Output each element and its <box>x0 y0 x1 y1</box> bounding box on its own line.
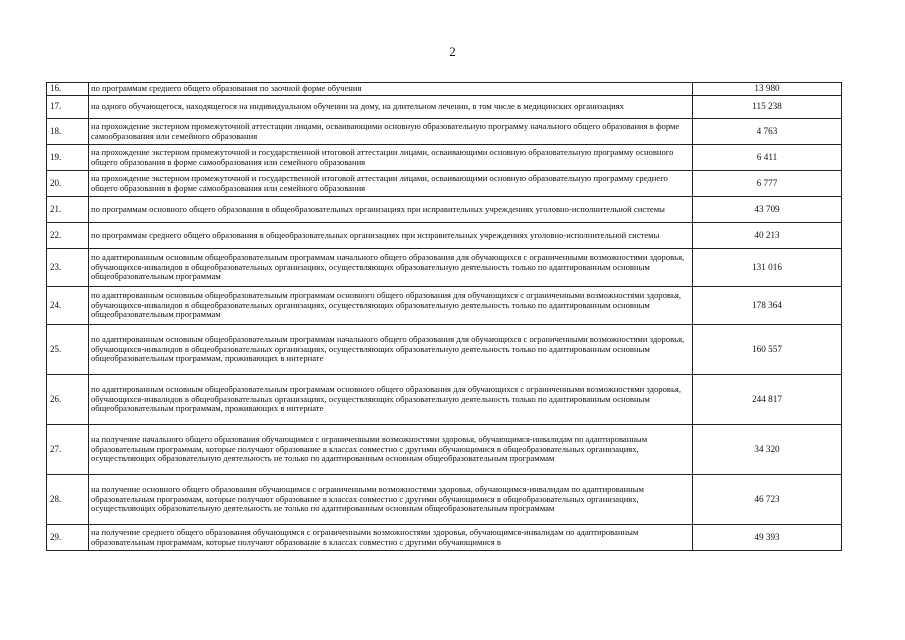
table-row <box>47 119 842 145</box>
row-value: 13 980 <box>693 83 842 96</box>
table-row <box>47 249 842 287</box>
table-row <box>47 96 842 119</box>
table-row <box>47 425 842 475</box>
row-description: по программам среднего общего образования по заочной форме обучения <box>89 83 693 96</box>
row-number: 22. <box>47 223 89 249</box>
row-value: 115 238 <box>693 96 842 119</box>
table-row <box>47 475 842 525</box>
row-description: на прохождение экстерном промежуточной аттестации лицами, осваивающими основную образовательную программу начального общего образования в форме самообразования или семейного образования <box>89 119 693 145</box>
row-description: на получение среднего общего образования обучающимся с ограниченными возможностями здоровья, обучающимся-инвалидам по адаптированным образовательным программам, которые получают образование в классах совместно с другими обучающимися в <box>89 525 693 551</box>
row-description: по адаптированным основным общеобразовательным программам основного общего образования для обучающихся с ограниченными возможностями здоровья, обучающихся-инвалидов в общеобразовательных организациях, осуществляющих образовательную деятельность только по адаптированным основным общеобразовательным программам, проживающих в интернате <box>89 375 693 425</box>
row-value: 6 411 <box>693 145 842 171</box>
row-value: 49 393 <box>693 525 842 551</box>
row-number: 18. <box>47 119 89 145</box>
table-row <box>47 171 842 197</box>
row-value: 40 213 <box>693 223 842 249</box>
row-value: 131 016 <box>693 249 842 287</box>
table-row <box>47 223 842 249</box>
row-description: по программам основного общего образования в общеобразовательных организациях при исправительных учреждениях уголовно-исполнительной системы <box>89 197 693 223</box>
row-number: 16. <box>47 83 89 96</box>
row-value: 46 723 <box>693 475 842 525</box>
row-description: по программам среднего общего образования в общеобразовательных организациях при исправительных учреждениях уголовно-исполнительной системы <box>89 223 693 249</box>
row-number: 27. <box>47 425 89 475</box>
row-value: 43 709 <box>693 197 842 223</box>
row-description: на прохождение экстерном промежуточной и государственной итоговой аттестации лицами, осваивающими основную образовательную программу среднего общего образования в форме самообразования или семейного образования <box>89 171 693 197</box>
row-number: 26. <box>47 375 89 425</box>
row-number: 25. <box>47 325 89 375</box>
row-number: 19. <box>47 145 89 171</box>
row-number: 23. <box>47 249 89 287</box>
row-number: 24. <box>47 287 89 325</box>
cost-standards-table <box>46 82 842 551</box>
row-value: 4 763 <box>693 119 842 145</box>
row-number: 28. <box>47 475 89 525</box>
row-description: на получение основного общего образования обучающимся с ограниченными возможностями здоровья, обучающимся-инвалидам по адаптированным образовательным программам, которые получают образование в классах совместно с другими обучающимися в общеобразовательных организациях, осуществляющих образовательную деятельность не только по адаптированным основным общеобразовательным программам <box>89 475 693 525</box>
row-description: на прохождение экстерном промежуточной и государственной итоговой аттестации лицами, осваивающими основную образовательную программу основного общего образования в форме самообразования или семейного образования <box>89 145 693 171</box>
table-row <box>47 525 842 551</box>
table-row <box>47 145 842 171</box>
table-row <box>47 325 842 375</box>
page-number: 2 <box>449 44 456 59</box>
row-number: 21. <box>47 197 89 223</box>
row-value: 160 557 <box>693 325 842 375</box>
row-description: по адаптированным основным общеобразовательным программам начального общего образования для обучающихся с ограниченными возможностями здоровья, обучающихся-инвалидов в общеобразовательных организациях, осуществляющих образовательную деятельность только по адаптированным основным общеобразовательным программам <box>89 249 693 287</box>
table-row <box>47 375 842 425</box>
row-description: на получение начального общего образования обучающимся с ограниченными возможностями здоровья, обучающимся-инвалидам по адаптированным образовательным программам, которые получают образование в классах совместно с другими обучающимися в общеобразовательных организациях, осуществляющих образовательную деятельность не только по адаптированным основным общеобразовательным программам <box>89 425 693 475</box>
row-description: по адаптированным основным общеобразовательным программам основного общего образования для обучающихся с ограниченными возможностями здоровья, обучающихся-инвалидов в общеобразовательных организациях, осуществляющих образовательную деятельность только по адаптированным основным общеобразовательным программам <box>89 287 693 325</box>
row-description: на одного обучающегося, находящегося на индивидуальном обучении на дому, на длительном лечении, в том числе в медицинских организациях <box>89 96 693 119</box>
row-description: по адаптированным основным общеобразовательным программам начального общего образования для обучающихся с ограниченными возможностями здоровья, обучающихся-инвалидов в общеобразовательных организациях, осуществляющих образовательную деятельность только по адаптированным основным общеобразовательным программам, проживающих в интернате <box>89 325 693 375</box>
row-value: 34 320 <box>693 425 842 475</box>
row-number: 29. <box>47 525 89 551</box>
table-row <box>47 287 842 325</box>
row-value: 178 364 <box>693 287 842 325</box>
row-value: 244 817 <box>693 375 842 425</box>
row-value: 6 777 <box>693 171 842 197</box>
table-row <box>47 197 842 223</box>
row-number: 17. <box>47 96 89 119</box>
table-row <box>47 83 842 96</box>
row-number: 20. <box>47 171 89 197</box>
